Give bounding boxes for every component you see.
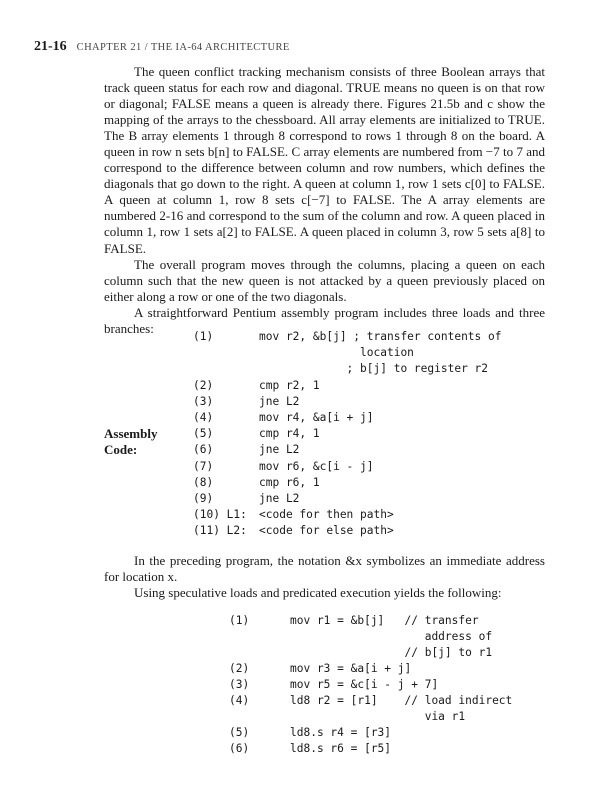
code-line-number: (1) xyxy=(193,330,214,343)
code-line-number: (1) xyxy=(229,614,250,627)
paragraph-queen-tracking: The queen conflict tracking mechanism consists of three Boolean arrays that track queen status for each row and diagonal. TRUE means no queen is on that row or diagonal; FALSE means a queen is already there. Figures 21.5b and c show the mapping of the arrays to the chessboard. All array elements are initialized to TRUE. The B array elements 1 through 8 correspond to rows 1 through 8 on the board. A queen in row n sets b[n] to FALSE. C array elements are numbered from −7 to 7 and correspond to the difference between column and row numbers, which defines the diagonals that go down to the right. A queen at column 1, row 1 sets c[0] to FALSE. A queen at column 1, row 8 sets c[−7] to FALSE. The A array elements are numbered 2-16 and correspond to the sum of the column and row. A queen placed in column 1, row 1 sets a[2] to FALSE. A queen placed in column 3, row 5 sets a[8] to FALSE. xyxy=(104,64,545,256)
code-line-text: jne L2 xyxy=(259,443,300,457)
assembly-label xyxy=(104,426,157,458)
code-line-text: mov r3 = &a[i + j] xyxy=(290,662,412,676)
code-line-text: cmp r6, 1 xyxy=(259,475,320,489)
paragraph-notation: In the preceding program, the notation &x symbolizes an immediate address for location x. xyxy=(104,553,545,585)
paragraph-pentium-intro: A straightforward Pentium assembly program includes three loads and three branches: xyxy=(104,304,545,336)
code-line-text: jne L2 xyxy=(259,394,300,408)
code-line-number: (3) xyxy=(229,678,250,692)
code-line-text: // b[j] to r1 xyxy=(290,646,493,660)
code-line-text: cmp r4, 1 xyxy=(259,427,320,441)
code-line-number: (7) xyxy=(193,459,214,473)
code-line-number: (5) xyxy=(193,427,214,441)
assembly-label-line-1: Assembly xyxy=(104,426,158,441)
code-line-text: cmp r2, 1 xyxy=(259,378,320,392)
paragraph-overall-program: The overall program moves through the columns, placing a queen on each column such that the new queen is not attacked by a queen previously placed on either along a row or one of the two diagonals. xyxy=(104,256,545,304)
code-line-text: <code for else path> xyxy=(259,524,394,538)
code-line-text: location xyxy=(259,346,414,360)
code-line-text: ; b[j] to register r2 xyxy=(259,362,489,376)
code-line-text: mov r1 = &b[j] // transfer xyxy=(290,614,479,627)
code-line-text: jne L2 xyxy=(259,492,300,505)
code-line-number: (3) xyxy=(193,394,214,408)
paragraph-speculative-intro: Using speculative loads and predicated execution yields the following: xyxy=(134,585,502,601)
code-line-text: ld8.s r4 = [r3] xyxy=(290,726,392,740)
code-line-text: mov r6, &c[i - j] xyxy=(259,459,374,473)
code-line-text: mov r2, &b[j] ; transfer contents of xyxy=(259,330,502,343)
code-line-text: via r1 xyxy=(290,710,466,724)
code-line-text: address of xyxy=(290,630,493,644)
running-header xyxy=(34,37,290,55)
body-text xyxy=(104,64,545,337)
code-line-number: (2) xyxy=(193,378,214,392)
code-line-text: mov r4, &a[i + j] xyxy=(259,411,374,424)
code-line-number: (10) L1: xyxy=(193,508,247,522)
body-text-2 xyxy=(104,553,545,601)
code-line-number: (11) L2: xyxy=(193,524,247,538)
code-line-number: (9) xyxy=(193,492,214,505)
code-line-number: (4) xyxy=(193,411,214,424)
code-line-number: (8) xyxy=(193,475,214,489)
code-line-text: ld8 r2 = [r1] // load indirect xyxy=(290,694,513,708)
code-line-number: (2) xyxy=(229,662,250,676)
page-number: 21-16 xyxy=(34,39,67,54)
code-line-number: (6) xyxy=(193,443,214,457)
code-line-text: mov r5 = &c[i - j + 7] xyxy=(290,678,439,692)
assembly-label-line-2: Code: xyxy=(104,442,138,457)
code-line-text: <code for then path> xyxy=(259,508,394,522)
chapter-title: CHAPTER 21 / THE IA-64 ARCHITECTURE xyxy=(76,42,290,53)
code-line-number: (6) xyxy=(229,742,250,756)
code-line-number: (5) xyxy=(229,726,250,740)
code-line-number: (4) xyxy=(229,694,250,708)
code-line-text: ld8.s r6 = [r5] xyxy=(290,742,392,756)
